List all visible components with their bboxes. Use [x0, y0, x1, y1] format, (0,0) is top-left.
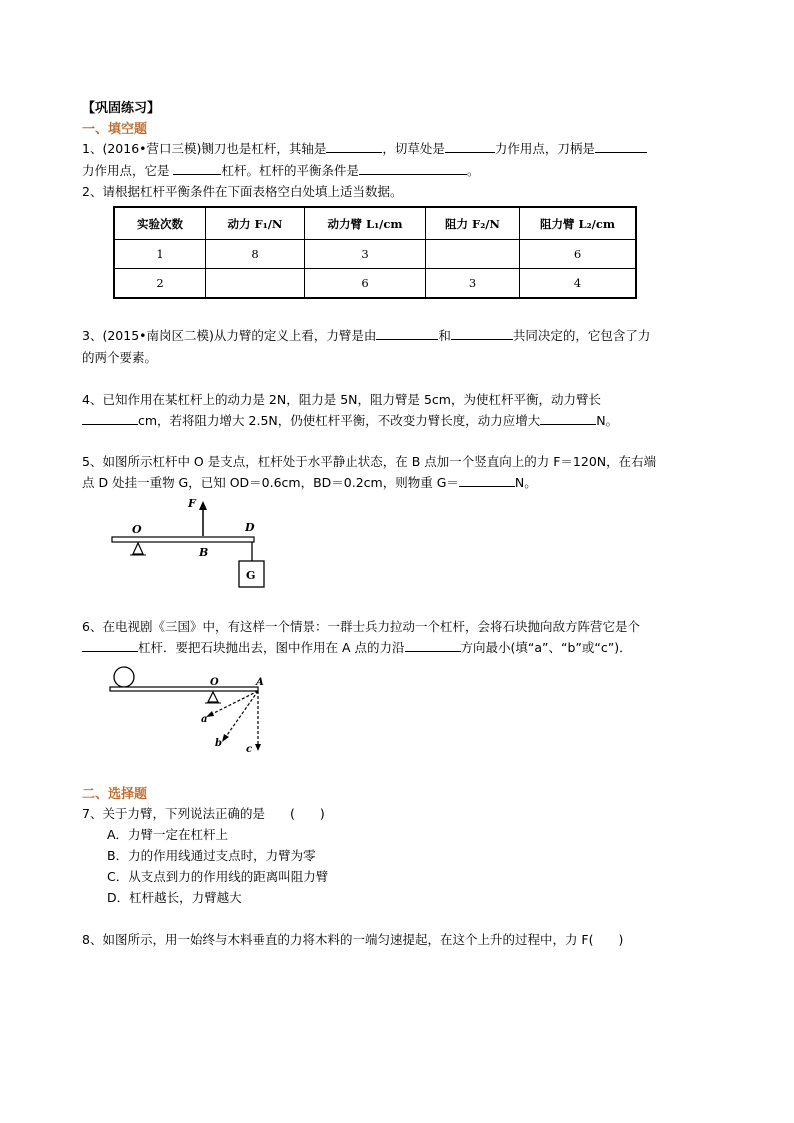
label-A: A [256, 677, 264, 688]
header-cell: 实验次数 [114, 207, 206, 240]
experiment-table [113, 206, 637, 299]
label-O: O [132, 523, 142, 536]
q6-blank-1[interactable] [82, 638, 138, 652]
q1-line2: 力作用点，它是 杠杆。杠杆的平衡条件是 。 [82, 163, 480, 178]
section-title: 【巩固练习】 [82, 101, 161, 116]
header-cell: 阻力 F₂/N [426, 207, 520, 240]
header-cell: 阻力臂 L₂/cm [520, 207, 637, 240]
q5-blank[interactable] [459, 473, 515, 487]
q1-blank-5[interactable] [359, 161, 467, 175]
q7-option-b[interactable]: B．力的作用线通过支点时，力臂为零 [107, 848, 316, 863]
q7-option-d[interactable]: D．杠杆越长，力臂越大 [107, 890, 242, 905]
table-cell: 2 [114, 269, 206, 299]
q5-lever-figure [106, 494, 276, 594]
label-b: b [215, 738, 222, 749]
q4-blank-1[interactable] [82, 411, 138, 425]
table-cell-blank[interactable] [206, 269, 305, 299]
label-c: c [246, 744, 253, 755]
lever-bar [112, 537, 254, 542]
table-cell: 3 [305, 240, 426, 269]
table-cell-blank[interactable] [426, 240, 520, 269]
q6-blank-2[interactable] [405, 638, 461, 652]
part2-heading: 二、选择题 [82, 787, 148, 802]
q1-line1: 1、(2016•营口三模)铡刀也是杠杆，其轴是 ，切草处是 力作用点，刀柄是 [82, 138, 647, 160]
table-cell: 6 [520, 240, 637, 269]
q3-blank-1[interactable] [376, 326, 438, 340]
table-cell: 3 [426, 269, 520, 299]
q1-blank-2[interactable] [445, 139, 495, 153]
q6-line2: 杠杆．要把石块抛出去，图中作用在 A 点的力沿 方向最小(填“a”、“b”或“c”)． [82, 637, 632, 659]
force-arrow-head [199, 501, 207, 510]
label-a: a [201, 714, 208, 725]
fulcrum-icon [133, 543, 143, 554]
label-D: D [245, 521, 255, 534]
table-header-row [114, 207, 636, 240]
q1-blank-4[interactable] [173, 161, 221, 175]
stone-icon [114, 667, 134, 687]
header-cell: 动力 F₁/N [206, 207, 305, 240]
q8-stem: 8、如图所示，用一始终与木料垂直的力将木料的一端匀速提起，在这个上升的过程中，力 F( ) [82, 932, 624, 947]
q5-line2: 点 D 处挂一重物 G，已知 OD＝0.6cm，BD＝0.2cm，则物重 G＝ N。 [82, 475, 537, 490]
label-G: G [246, 569, 256, 582]
table-cell: 6 [305, 269, 426, 299]
lever-bar [110, 687, 258, 691]
q1-blank-1[interactable] [326, 139, 382, 153]
header-cell: 动力臂 L₁/cm [305, 207, 426, 240]
q4-blank-2[interactable] [540, 411, 596, 425]
table-cell: 4 [520, 269, 637, 299]
q3-blank-2[interactable] [451, 326, 513, 340]
q3-line2: 的两个要素。 [82, 350, 158, 365]
table-cell: 1 [114, 240, 206, 269]
table-row [114, 240, 636, 269]
label-O: O [210, 677, 219, 688]
q7-stem: 7、关于力臂，下列说法正确的是 ( ) [82, 806, 325, 821]
q7-option-a[interactable]: A．力臂一定在杠杆上 [107, 827, 229, 842]
table-cell: 8 [206, 240, 305, 269]
q3-line1: 3、(2015•南岗区二模)从力臂的定义上看，力臂是由 和 共同决定的，它包含了力 [82, 328, 651, 343]
q6-line1: 6、在电视剧《三国》中，有这样一个情景：一群士兵力拉动一个杠杆，会将石块抛向敌方阵营它是个 [82, 619, 640, 634]
q2-text: 2、请根据杠杆平衡条件在下面表格空白处填上适当数据。 [82, 184, 403, 199]
q7-option-c[interactable]: C．从支点到力的作用线的距离叫阻力臂 [107, 869, 329, 884]
q4-line1: 4、已知作用在某杠杆上的动力是 2N，阻力是 5N，阻力臂是 5cm，为使杠杆平衡，动力臂长 [82, 392, 601, 407]
label-F: F [188, 497, 196, 510]
fulcrum-icon [208, 692, 218, 702]
q6-catapult-figure [106, 660, 276, 760]
part1-heading: 一、填空题 [82, 122, 148, 137]
q1-blank-3[interactable] [595, 139, 647, 153]
q4-line2: cm，若将阻力增大 2.5N，仍使杠杆平衡，不改变力臂长度，动力应增大 N。 [82, 410, 618, 432]
table-row [114, 269, 636, 299]
label-B: B [199, 546, 209, 559]
q5-line1: 5、如图所示杠杆中 O 是支点，杠杆处于水平静止状态，在 B 点加一个竖直向上的力 F＝120N，在右端 [82, 454, 657, 469]
direction-b-line [225, 691, 258, 738]
